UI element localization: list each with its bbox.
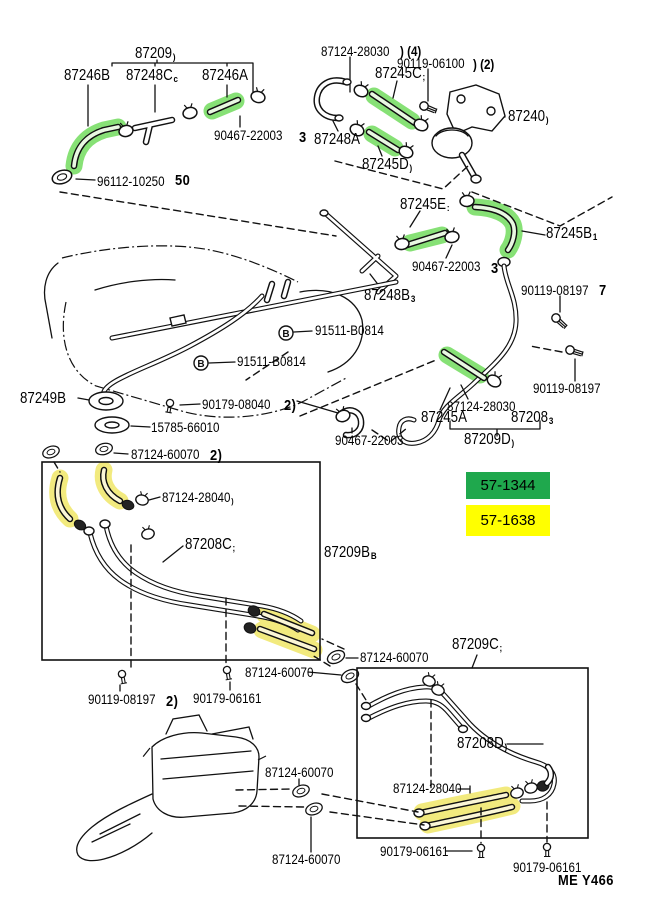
label-90467-22003-3: 90467-22003 — [335, 433, 404, 448]
label-87209-suffix: ) — [172, 52, 176, 63]
label-87245B: 87245B1 — [546, 225, 598, 243]
label-87248A: 87248A — [314, 131, 360, 148]
highlight-yellow-hoses — [58, 470, 512, 825]
label-15785-66010: 15785-66010 — [151, 420, 220, 435]
label-87124-60070-4: 87124-60070 — [265, 765, 334, 780]
label-90179-06161-1: 90179-06161 — [193, 691, 262, 706]
qty-50: 50 — [175, 172, 191, 189]
label-90179-06161-3: 90179-06161 — [513, 860, 582, 875]
label-87240: 87240) — [508, 108, 549, 126]
label-87248B-suffix: 3 — [410, 294, 416, 305]
label-87208D: 87208D) — [457, 735, 508, 753]
qty-2-top: ) (2) — [473, 57, 495, 72]
label-90467-22003-mid: 90467-22003 — [412, 259, 481, 274]
qty-4: ) (4) — [400, 44, 422, 59]
figure-code: ME Y466 — [558, 872, 614, 889]
legend-yellow — [466, 505, 550, 536]
svg-text:B: B — [282, 329, 290, 340]
legend-green — [466, 472, 550, 499]
label-90179-08040: 90179-08040 — [202, 397, 271, 412]
group-box-87209C — [357, 655, 588, 858]
qty-2-b: 2) — [210, 447, 223, 464]
label-87124-28040-1: 87124-28040) — [162, 490, 234, 507]
label-87248B: 87248B3 — [364, 287, 416, 305]
label-87208C: 87208C; — [185, 536, 236, 554]
label-96112-10250: 96112-10250 — [97, 174, 165, 189]
label-87245E-suffix: : — [446, 203, 450, 214]
label-91511-B0814-1: 91511-B0814 — [315, 323, 384, 338]
label-87245D-suffix: ) — [409, 163, 413, 174]
label-87246A: 87246A — [202, 67, 248, 84]
label-90119-08197-2: 90119-08197 — [533, 381, 601, 396]
label-87209C: 87209C; — [452, 636, 503, 654]
label-91511-B0814-2: 91511-B0814 — [237, 354, 306, 369]
qty-7: 7 — [599, 282, 607, 299]
qty-2-c: 2) — [166, 693, 179, 710]
group-top-left — [50, 60, 336, 236]
label-87124-28030-2: 87124-28030 — [447, 399, 516, 414]
label-87209C-suffix: ; — [499, 643, 503, 654]
label-87249B: 87249B — [20, 390, 66, 407]
legend-yellow-code: 57-1638 — [480, 512, 536, 529]
legend-green-code: 57-1344 — [480, 477, 536, 494]
label-87245B-suffix: 1 — [592, 232, 598, 243]
bolt-91511-2 — [194, 356, 208, 370]
label-87124-28040-1-suffix: ) — [231, 497, 234, 507]
label-87208-suffix: 3 — [548, 416, 554, 427]
svg-text:B: B — [197, 359, 205, 370]
label-87245E: 87245E: — [400, 196, 450, 214]
bolt-91511-1 — [279, 326, 293, 340]
label-87240-suffix: ) — [545, 115, 549, 126]
label-87208C-suffix: ; — [232, 543, 236, 554]
label-87124-28040-2: 87124-28040 — [393, 781, 462, 796]
label-87124-28030-top: 87124-28030 — [321, 44, 390, 59]
label-90467-22003-top: 90467-22003 — [214, 128, 283, 143]
label-87209: 87209) — [135, 45, 176, 63]
label-87124-60070-3: 87124-60070 — [245, 665, 314, 680]
group-heater-unit — [45, 246, 397, 433]
label-87248C: 87248Cc — [126, 67, 179, 85]
label-87245C-suffix: ; — [422, 72, 426, 83]
label-87124-60070-1: 87124-60070 — [131, 447, 200, 462]
label-90179-06161-2: 90179-06161 — [380, 844, 449, 859]
label-87124-60070-5: 87124-60070 — [272, 852, 341, 867]
group-box-87209B — [41, 441, 366, 700]
qty-3-a: 3 — [299, 129, 307, 146]
label-87209D: 87209D) — [464, 431, 515, 449]
label-87248C-suffix: c — [173, 74, 179, 85]
label-87245D: 87245D) — [362, 156, 413, 174]
label-87208D-suffix: ) — [504, 742, 508, 753]
label-90119-08197-3: 90119-08197 — [88, 692, 156, 707]
label-87209B: 87209BB — [324, 544, 377, 562]
label-90119-06100: 90119-06100 — [397, 56, 465, 71]
label-87245C: 87245C; — [375, 65, 426, 83]
label-87246B: 87246B — [64, 67, 110, 84]
label-87245A: 87245A — [421, 409, 467, 426]
label-87124-60070-2: 87124-60070 — [360, 650, 429, 665]
label-87209B-suffix: B — [370, 551, 377, 562]
label-90119-08197-1: 90119-08197 — [521, 283, 589, 298]
qty-3-b: 3 — [491, 260, 499, 277]
qty-2-a: 2) — [284, 397, 297, 414]
label-87208: 872083 — [511, 409, 554, 427]
label-87209D-suffix: ) — [511, 438, 515, 449]
